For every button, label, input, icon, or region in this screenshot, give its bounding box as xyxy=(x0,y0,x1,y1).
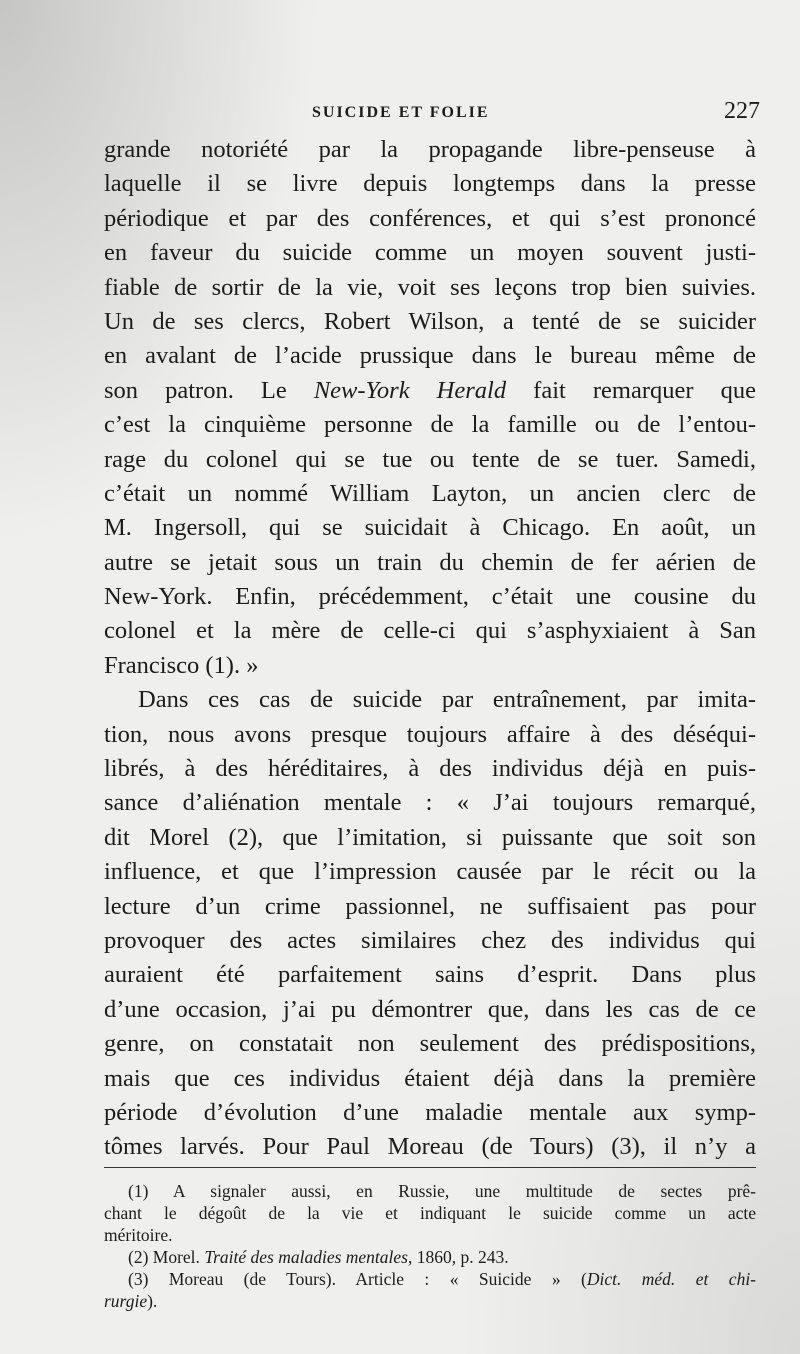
footnote-1-line: méritoire. xyxy=(104,1225,173,1245)
text-line: d’une occasion, j’ai pu démontrer que, dans les cas de ce xyxy=(104,995,756,1023)
footnotes xyxy=(104,1180,756,1312)
text-line: lecture d’un crime passionnel, ne suffisaient pas pour xyxy=(104,892,756,920)
dictionary-title: Dict. méd. et chi- xyxy=(586,1269,757,1289)
text-segment: son patron. Le xyxy=(104,376,314,404)
text-line: c’est la cinquième personne de la famille ou de l’entou- xyxy=(104,411,756,439)
text-line: New-York. Enfin, précédemment, c’était une cousine du xyxy=(104,583,756,611)
footnote-text: ). xyxy=(147,1291,158,1311)
text-line: c’était un nommé William Layton, un ancien clerc de xyxy=(104,479,756,507)
text-line: laquelle il se livre depuis longtemps dans la presse xyxy=(104,170,756,198)
text-line: dit Morel (2), que l’imitation, si puissante que soit son xyxy=(104,823,756,851)
text-line: rage du colonel qui se tue ou tente de se tuer. Samedi, xyxy=(104,445,756,473)
text-line: Un de ses clercs, Robert Wilson, a tenté de se suicider xyxy=(104,307,756,335)
body-text xyxy=(104,133,756,1165)
text-line: période d’évolution d’une maladie mentale aux symp- xyxy=(104,1098,756,1126)
text-line: périodique et par des conférences, et qui s’est prononcé xyxy=(104,204,756,232)
footnote-rule xyxy=(104,1167,756,1168)
text-line: Dans ces cas de suicide par entraînement, par imita- xyxy=(138,686,756,714)
text-line: autre se jetait sous un train du chemin de fer aérien de xyxy=(104,548,756,576)
text-line: M. Ingersoll, qui se suicidait à Chicago. En août, un xyxy=(104,514,756,542)
footnote-3 xyxy=(104,1268,756,1290)
text-line: Francisco (1). » xyxy=(104,651,259,679)
text-segment: fait remarquer que xyxy=(506,376,756,404)
footnote-text: (2) Morel. xyxy=(128,1247,205,1267)
text-line: sance d’aliénation mentale : « J’ai toujours remarqué, xyxy=(104,789,756,817)
running-title: SUICIDE ET FOLIE xyxy=(312,104,490,121)
text-line: genre, on constatait non seulement des prédispositions, xyxy=(104,1030,756,1058)
text-line: mais que ces individus étaient déjà dans la première xyxy=(104,1064,756,1092)
footnote-text: , 1860, p. 243. xyxy=(407,1247,509,1267)
text-line: tion, nous avons presque toujours affaire à des déséqui- xyxy=(104,720,756,748)
text-line: tômes larvés. Pour Paul Moreau (de Tours) (3), il n’y a xyxy=(104,1133,756,1161)
newspaper-title: New-York Herald xyxy=(313,376,507,404)
footnote-text: (3) Moreau (de Tours). Article : « Suicide » ( xyxy=(128,1269,587,1289)
text-line: fiable de sortir de la vie, voit ses leçons trop bien suivies. xyxy=(104,273,756,301)
running-head xyxy=(100,98,760,130)
text-line: librés, à des héréditaires, à des individus déjà en puis- xyxy=(104,755,756,783)
text-line: influence, et que l’impression causée par le récit ou la xyxy=(104,858,756,886)
text-line: provoquer des actes similaires chez des individus qui xyxy=(104,926,756,954)
dictionary-title: rurgie xyxy=(104,1291,148,1311)
text-line xyxy=(104,374,756,408)
footnote-3-continued xyxy=(104,1290,756,1312)
text-line: auraient été parfaitement sains d’esprit. Dans plus xyxy=(104,961,756,989)
text-line: en avalant de l’acide prussique dans le bureau même de xyxy=(104,342,756,370)
page-number: 227 xyxy=(724,98,760,124)
text-line: en faveur du suicide comme un moyen souvent justi- xyxy=(104,239,756,267)
text-line: grande notoriété par la propagande libre-penseuse à xyxy=(104,136,756,163)
footnote-1-line: (1) A signaler aussi, en Russie, une multitude de sectes prê- xyxy=(128,1181,756,1201)
book-title: Traité des maladies mentales xyxy=(204,1247,408,1267)
text-line: colonel et la mère de celle-ci qui s’asphyxiaient à San xyxy=(104,617,756,645)
footnote-2 xyxy=(104,1246,756,1268)
footnote-1-line: chant le dégoût de la vie et indiquant le suicide comme un acte xyxy=(104,1203,756,1223)
